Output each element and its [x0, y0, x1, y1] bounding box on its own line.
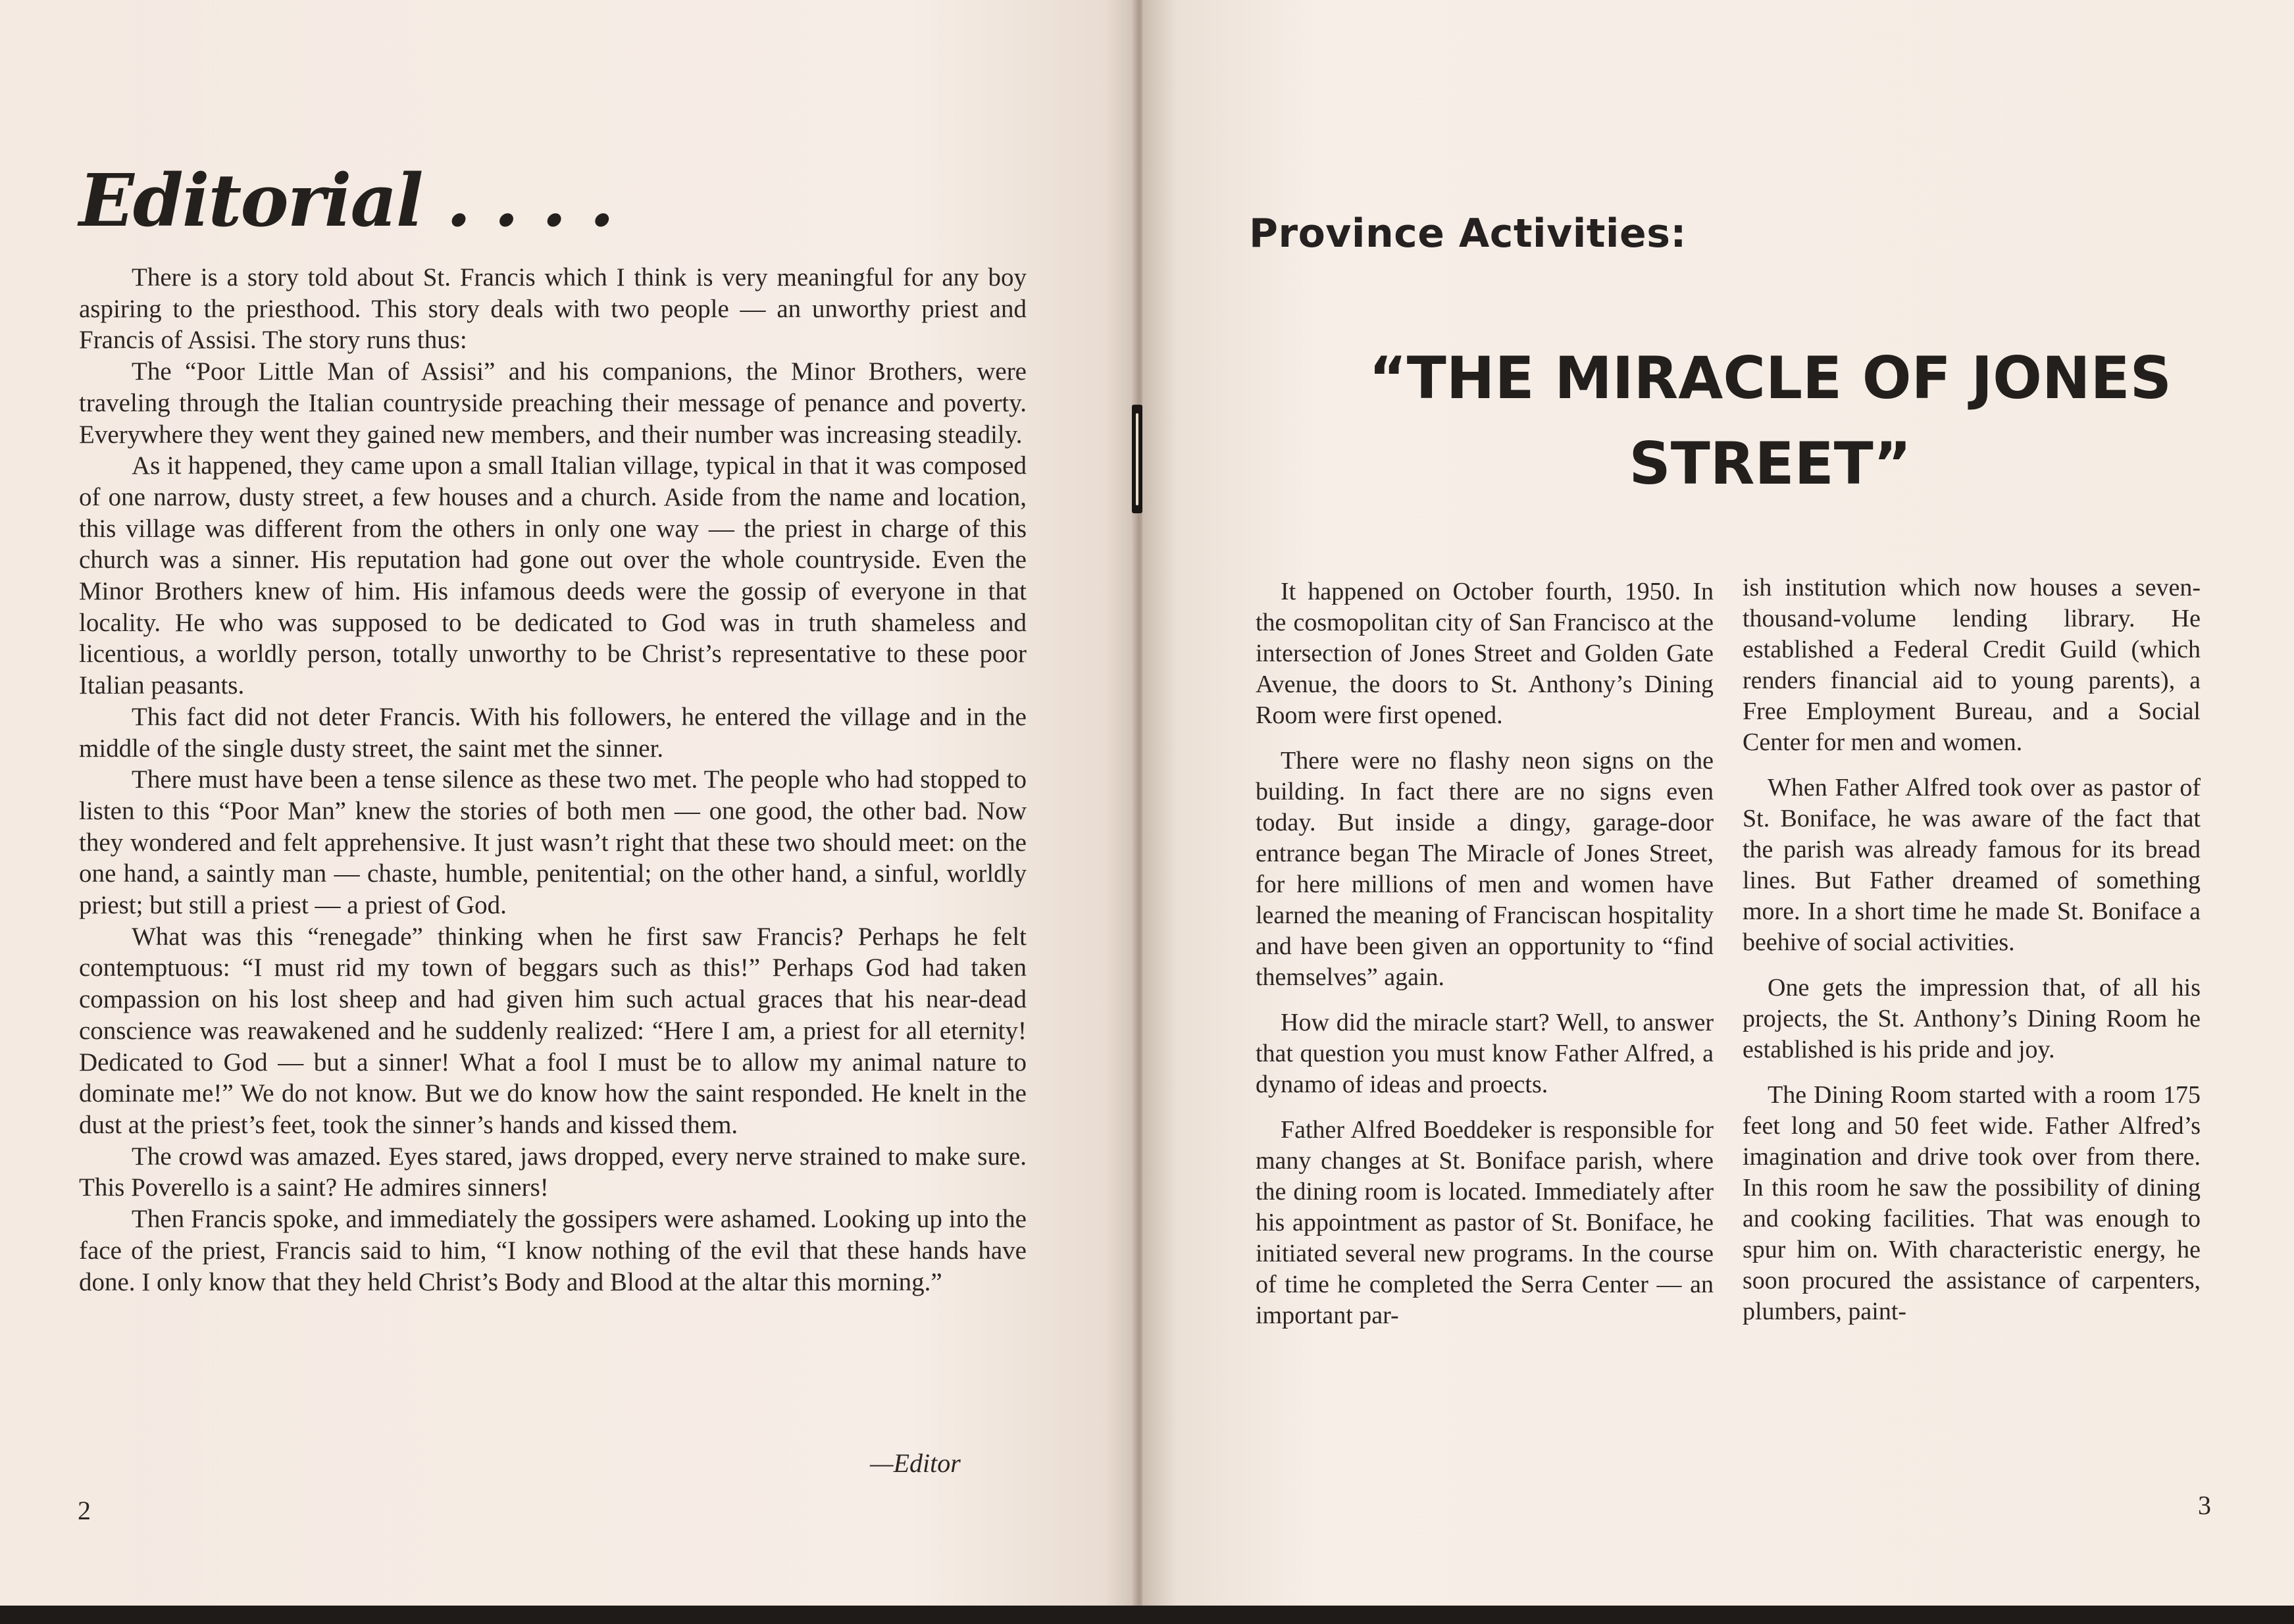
page-number-right: 3	[2198, 1490, 2211, 1520]
editorial-paragraph-5: There must have been a tense silence as these two met. The people who had stopped to listen to this “Poor Man” knew the stories of both men — one good, the other bad. Now they wondered and felt apprehensive. It just wasn’t right that these two should meet: on the one hand, a saintly man — chaste, humble, penitential; on the other hand, a sinful, worldly priest; but still a priest — a priest of God.	[79, 765, 1027, 920]
page-number-left: 2	[78, 1496, 91, 1525]
editorial-body	[79, 262, 1027, 1298]
col2-paragraph-4: The Dining Room started with a room 175 feet long and 50 feet wide. Father Alfred’s imagination and drive took over from there. In this room he saw the possibility of dining and cooking facilities. That was enough to spur him on. With characteristic energy, he soon procured the assistance of carpenters, plumbers, paint-	[1743, 1081, 2201, 1325]
col2-paragraph-3: One gets the impression that, of all his projects, the St. Anthony’s Dining Room he established is his pride and joy.	[1743, 974, 2201, 1063]
col2-paragraph-2: When Father Alfred took over as pastor of St. Boniface, he was aware of the fact that the parish was already famous for its bread lines. But Father dreamed of something more. In a short time he made St. Boniface a beehive of social activities.	[1743, 774, 2201, 956]
editorial-paragraph-6: What was this “renegade” thinking when he first saw Francis? Perhaps he felt contemptuous: “I must rid my town of beggars such as this!” Perhaps God had taken compassion on his lost sheep and had given him such actual graces that his near-dead conscience was reawakened and he suddenly realized: “Here I am, a priest for all eternity! Dedicated to God — but a sinner! What a fool I must be to allow my animal nature to dominate me!” We do not know. But we do know how the saint responded. He knelt in the dust at the priest’s feet, took the sinner’s hands and kissed them.	[79, 922, 1027, 1139]
right-page	[1142, 0, 2294, 1606]
editorial-paragraph-8: Then Francis spoke, and immediately the gossipers were ashamed. Looking up into the face of the priest, Francis said to him, “I know nothing of the evil that these hands have done. I only know that they held Christ’s Body and Blood at the altar this morning.”	[79, 1205, 1027, 1296]
editorial-paragraph-1: There is a story told about St. Francis which I think is very meaningful for any boy aspiring to the priesthood. This story deals with two people — an unworthy priest and Francis of Assisi. The story runs thus:	[79, 263, 1027, 355]
editorial-paragraph-7: The crowd was amazed. Eyes stared, jaws dropped, every nerve strained to make sure. This Poverello is a saint? He admires sinners!	[79, 1142, 1027, 1202]
section-title: Province Activities:	[1249, 211, 1687, 257]
col2-paragraph-1: ish institution which now houses a seven-thousand-volume lending library. He established a Federal Credit Guild (which renders financial aid to young parents), a Free Employment Bureau, and a Social Center for men and women.	[1743, 574, 2201, 756]
article-column-1	[1256, 576, 1714, 1346]
editorial-heading: Editorial . . . .	[79, 158, 613, 243]
editorial-paragraph-3: As it happened, they came upon a small Italian village, typical in that it was composed of one narrow, dusty street, a few houses and a church. Aside from the name and location, this village was different from the others in only one way — the priest in charge of this church was a sinner. His reputation had gone out over the whole countryside. Even the Minor Brothers knew of him. His infamous deeds were the gossip of everyone in that locality. He who was supposed to be dedicated to God was in truth shameless and licentious, a worldly person, totally unworthy to be Christ’s representative to these poor Italian peasants.	[79, 451, 1027, 700]
editor-signature: —Editor	[870, 1448, 961, 1478]
editorial-paragraph-2: The “Poor Little Man of Assisi” and his companions, the Minor Brothers, were traveling through the Italian countryside preaching their message of penance and poverty. Everywhere they went they gained new members, and their number was increasing steadily.	[79, 357, 1027, 449]
article-column-2	[1743, 572, 2201, 1342]
binding-staple-highlight	[1136, 413, 1138, 505]
col1-paragraph-4: Father Alfred Boeddeker is responsible for many changes at St. Boniface parish, where the dining room is located. Immediately after his appointment as pastor of St. Boniface, he initiated several new programs. In the course of time he completed the Serra Center — an important par-	[1256, 1116, 1714, 1329]
article-title: “THE MIRACLE OF JONES STREET”	[1368, 344, 2172, 497]
left-page	[0, 0, 1138, 1606]
col1-paragraph-1: It happened on October fourth, 1950. In the cosmopolitan city of San Francisco at the intersection of Jones Street and Golden Gate Avenue, the doors to St. Anthony’s Dining Room were first opened.	[1256, 578, 1714, 729]
col1-paragraph-2: There were no flashy neon signs on the building. In fact there are no signs even today. But inside a dingy, garage-door entrance began The Miracle of Jones Street, for here millions of men and women have learned the meaning of Franciscan hospitality and have been given an opportunity to “find themselves” again.	[1256, 747, 1714, 991]
col1-paragraph-3: How did the miracle start? Well, to answer that question you must know Father Alfred, a dynamo of ideas and proects.	[1256, 1009, 1714, 1098]
editorial-paragraph-4: This fact did not deter Francis. With his followers, he entered the village and in the middle of the single dusty street, the saint met the sinner.	[79, 702, 1027, 763]
